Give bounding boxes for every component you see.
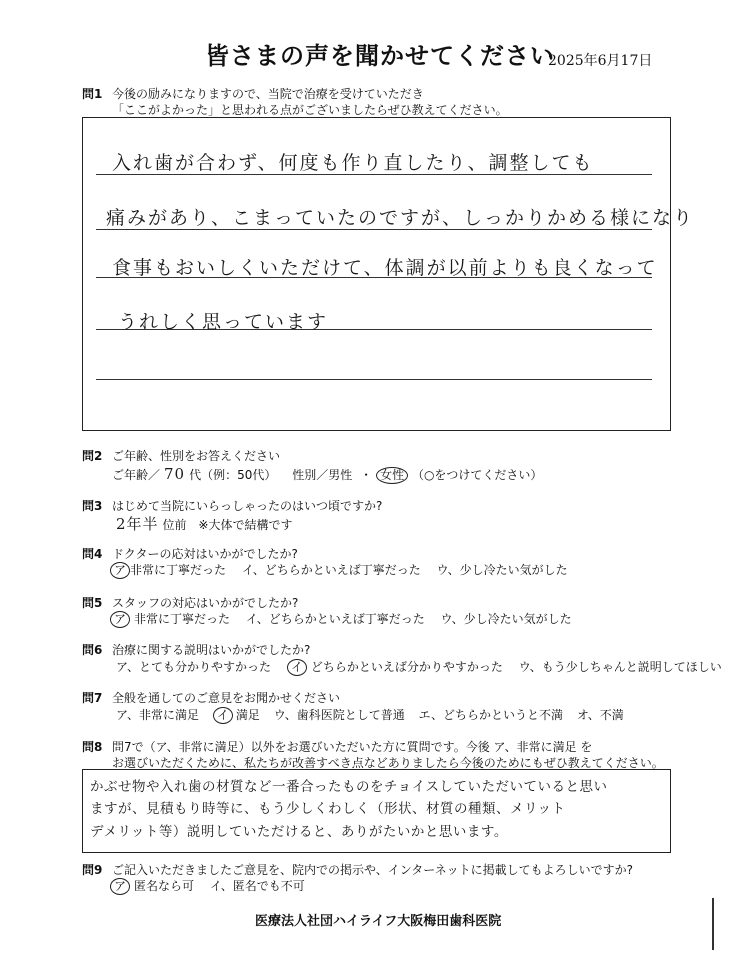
- q5-question: スタッフの対応はいかがでしたか?: [112, 596, 299, 610]
- separator-dot: ・: [360, 468, 373, 482]
- q1-answer-line: 食事もおいしくいただけて、体調が以前よりも良くなって: [112, 257, 658, 279]
- clinic-name: 医療法人社団ハイライフ大阪梅田歯科医院: [255, 914, 502, 929]
- q5-option-b: イ、どちらかといえば丁寧だった: [245, 612, 425, 626]
- sex-male: 男性: [328, 468, 353, 482]
- q7-option-b-mark: イ: [213, 707, 233, 724]
- q3-question: はじめて当院にいらっしゃったのはいつ頃ですか?: [112, 499, 383, 513]
- q7-option-e: オ、不満: [576, 708, 624, 722]
- scan-mark: [712, 898, 714, 950]
- q2-question: ご年齢、性別をお答えください: [112, 449, 281, 463]
- q9-options: [110, 877, 305, 895]
- q3-answer-hand: 2年半: [116, 515, 159, 533]
- q6-option-b-mark: イ: [287, 659, 307, 676]
- q7-option-a: ア、非常に満足: [116, 708, 200, 722]
- q5-options: [110, 610, 572, 628]
- q7-number: 問7: [82, 691, 103, 705]
- q7-options: [116, 706, 624, 724]
- q3-number: 問3: [82, 499, 103, 513]
- q9-option-a: 匿名なら可: [134, 879, 195, 893]
- q5-number: 問5: [82, 596, 103, 610]
- q9-option-b: イ、匿名でも不可: [209, 879, 305, 893]
- q5-option-c: ウ、少し冷たい気がした: [440, 612, 572, 626]
- q3-answer-suffix: 位前: [162, 518, 187, 532]
- q4-question: ドクターの応対はいかがでしたか?: [112, 547, 298, 561]
- q6-options: [116, 658, 722, 676]
- survey-date: 2025年6月17日: [548, 53, 653, 69]
- answer-rule: [96, 379, 652, 380]
- q9-question: ご記入いただきましたご意見を、院内での掲示や、インターネットに掲載してもよろしいですか?: [112, 863, 634, 877]
- q5-option-a-mark: ア: [110, 611, 130, 628]
- q7-option-c: ウ、歯科医院として普通: [273, 708, 405, 722]
- sex-female-circled: 女性: [376, 467, 408, 484]
- q4-option-a-mark: ア: [110, 562, 130, 579]
- q8-answer-line: かぶせ物や入れ歯の材質など一番合ったものをチョイスしていただいていると思い: [90, 779, 608, 795]
- q4-option-b: イ、どちらかといえば丁寧だった: [241, 563, 421, 577]
- age-value: 70: [164, 465, 186, 483]
- q9-option-a-mark: ア: [110, 878, 130, 895]
- q1-number: 問1: [82, 87, 103, 101]
- q5-option-a: 非常に丁寧だった: [134, 612, 231, 626]
- q7-question: 全般を通してのご意見をお聞かせください: [112, 691, 341, 705]
- q7-option-d: エ、どちらかというと不満: [418, 708, 563, 722]
- q1-answer-line: 入れ歯が合わず、何度も作り直したり、調整しても: [112, 152, 594, 174]
- q2-note: （○をつけてください）: [411, 468, 543, 482]
- q8-number: 問8: [82, 740, 103, 754]
- page-title: 皆さまの声を聞かせてください: [205, 42, 555, 70]
- q2-answer-row: [112, 465, 542, 484]
- age-suffix: 代（例：50代）: [189, 468, 277, 482]
- q6-option-a: ア、とても分かりやすかった: [116, 660, 272, 674]
- q3-note: ※大体で結構です: [198, 518, 293, 532]
- q1-question-line2: 「ここがよかった」と思われる点がございましたらぜひ教えてください。: [112, 103, 508, 117]
- q4-option-c: ウ、少し冷たい気がした: [436, 563, 568, 577]
- age-label: ご年齢／: [112, 468, 161, 482]
- q3-answer-row: [116, 513, 292, 534]
- q2-number: 問2: [82, 449, 103, 463]
- q4-options: [110, 561, 568, 579]
- q4-number: 問4: [82, 547, 103, 561]
- sex-label: 性別／: [292, 468, 329, 482]
- q4-option-a: 非常に丁寧だった: [130, 563, 227, 577]
- q6-option-b: どちらかといえば分かりやすかった: [310, 660, 503, 674]
- q8-question-line2: お選びいただくために、私たちが改善すべき点などありましたら今後のためにもぜひ教えてください。: [112, 756, 664, 770]
- q1-answer-line: 痛みがあり、こまっていたのですが、しっかりかめる様になり: [106, 207, 695, 229]
- q6-option-c: ウ、もう少しちゃんと説明してほしい: [518, 660, 722, 674]
- q8-question-line1: 問7で（ア、非常に満足）以外をお選びいただいた方に質問です。今後 ア、非常に満足 を: [112, 740, 593, 754]
- q6-question: 治療に関する説明はいかがでしたか?: [112, 643, 311, 657]
- q1-answer-line: うれしく思っています: [118, 311, 329, 333]
- q1-question-line1: 今後の励みになりますので、当院で治療を受けていただき: [112, 87, 424, 101]
- q6-number: 問6: [82, 643, 103, 657]
- q7-option-b: 満足: [235, 708, 260, 722]
- q9-number: 問9: [82, 863, 103, 877]
- q8-answer-line: ますが、見積もり時等に、もう少しくわしく（形状、材質の種類、メリット: [90, 801, 566, 817]
- q8-answer-line: デメリット等）説明していただけると、ありがたいかと思います。: [90, 824, 508, 840]
